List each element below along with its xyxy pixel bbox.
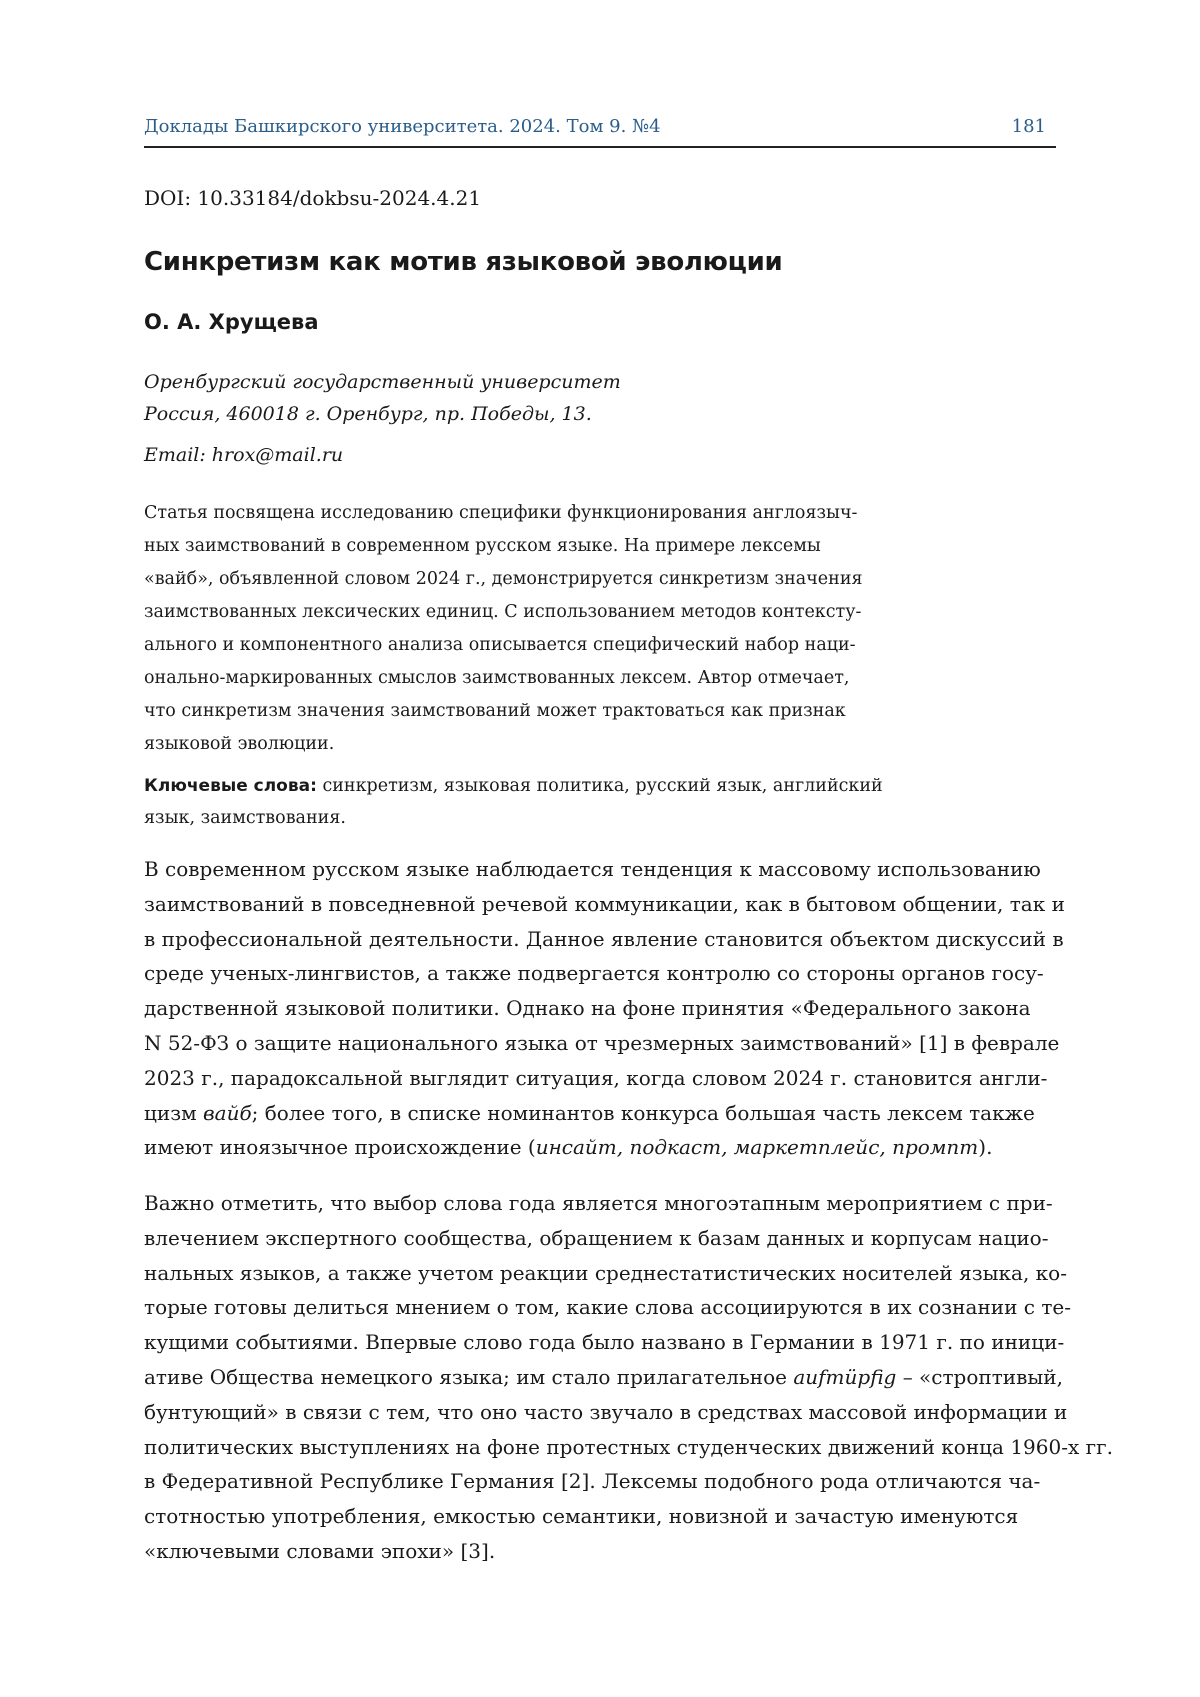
text-segment: цизм: [144, 1101, 203, 1125]
text-line: [144, 1360, 1074, 1395]
text-line: в Федеративной Республике Германия [2]. Лексемы подобного рода отличаются ча-: [144, 1464, 1074, 1499]
doi: DOI: 10.33184/dokbsu-2024.4.21: [144, 186, 481, 210]
body-paragraph-2: [144, 1186, 1074, 1569]
keywords-line: язык, заимствования.: [144, 802, 884, 834]
journal-title: Доклады Башкирского университета. 2024. Том 9. №4: [144, 116, 661, 137]
affiliation-university: Оренбургский государственный университет: [144, 366, 621, 398]
italic-term: вайб: [203, 1101, 252, 1125]
abstract-line: Статья посвящена исследованию специфики функционирования англоязыч-: [144, 497, 884, 530]
italic-term: инсайт, подкаст, маркетплейс, промпт: [536, 1135, 979, 1159]
text-line: «ключевыми словами эпохи» [3].: [144, 1534, 1074, 1569]
abstract: [144, 497, 884, 761]
keywords-line: [144, 770, 884, 802]
abstract-line: ального и компонентного анализа описывается специфический набор наци-: [144, 629, 884, 662]
abstract-line: что синкретизм значения заимствований может трактоваться как признак: [144, 695, 884, 728]
text-line: в профессиональной деятельности. Данное явление становится объектом дискуссий в: [144, 922, 1074, 957]
text-line: бунтующий» в связи с тем, что оно часто звучало в средствах массовой информации и: [144, 1395, 1074, 1430]
body-paragraph-1: [144, 852, 1074, 1165]
text-segment: ативе Общества немецкого языка; им стало прилагательное: [144, 1365, 793, 1389]
text-segment: имеют иноязычное происхождение (: [144, 1135, 536, 1159]
text-line: 2023 г., парадоксальной выглядит ситуация, когда словом 2024 г. становится англи-: [144, 1061, 1074, 1096]
text-segment: ; более того, в списке номинантов конкурса большая часть лексем также: [252, 1101, 1035, 1125]
text-line: влечением экспертного сообщества, обращением к базам данных и корпусам нацио-: [144, 1221, 1074, 1256]
text-line: торые готовы делиться мнением о том, какие слова ассоциируются в их сознании с те-: [144, 1290, 1074, 1325]
text-line: [144, 1130, 1074, 1165]
text-line: заимствований в повседневной речевой коммуникации, как в бытовом общении, так и: [144, 887, 1074, 922]
author-email: Email: hrox@mail.ru: [144, 444, 343, 466]
running-header: [144, 116, 1056, 148]
text-line: нальных языков, а также учетом реакции среднестатистических носителей языка, ко-: [144, 1256, 1074, 1291]
text-line: стотностью употребления, емкостью семантики, новизной и зачастую именуются: [144, 1499, 1074, 1534]
text-segment: – «строптивый,: [896, 1365, 1063, 1389]
text-line: Важно отметить, что выбор слова года является многоэтапным мероприятием с при-: [144, 1186, 1074, 1221]
abstract-line: ных заимствований в современном русском языке. На примере лексемы: [144, 530, 884, 563]
keywords-label: Ключевые слова:: [144, 776, 317, 796]
text-segment: ).: [978, 1135, 992, 1159]
article-title: Синкретизм как мотив языковой эволюции: [144, 247, 782, 277]
abstract-line: языковой эволюции.: [144, 728, 884, 761]
page-number: 181: [1012, 116, 1046, 137]
affiliation-address: Россия, 460018 г. Оренбург, пр. Победы, 13.: [144, 398, 621, 430]
author-name: О. А. Хрущева: [144, 310, 319, 334]
text-line: [144, 1096, 1074, 1131]
abstract-line: «вайб», объявленной словом 2024 г., демонстрируется синкретизм значения: [144, 563, 884, 596]
keywords-list: синкретизм, языковая политика, русский язык, английский: [317, 776, 883, 796]
affiliation: [144, 366, 621, 430]
keywords: [144, 770, 884, 834]
text-line: среде ученых-лингвистов, а также подвергается контролю со стороны органов госу-: [144, 956, 1074, 991]
text-line: кущими событиями. Впервые слово года было названо в Германии в 1971 г. по иници-: [144, 1325, 1074, 1360]
text-line: дарственной языковой политики. Однако на фоне принятия «Федерального закона: [144, 991, 1074, 1026]
text-line: N 52-ФЗ о защите национального языка от чрезмерных заимствований» [1] в феврале: [144, 1026, 1074, 1061]
text-line: В современном русском языке наблюдается тенденция к массовому использованию: [144, 852, 1074, 887]
text-line: политических выступлениях на фоне протестных студенческих движений конца 1960-х гг.: [144, 1430, 1074, 1465]
abstract-line: онально-маркированных смыслов заимствованных лексем. Автор отмечает,: [144, 662, 884, 695]
italic-term: aufmüpfig: [793, 1365, 896, 1389]
abstract-line: заимствованных лексических единиц. С использованием методов контексту-: [144, 596, 884, 629]
